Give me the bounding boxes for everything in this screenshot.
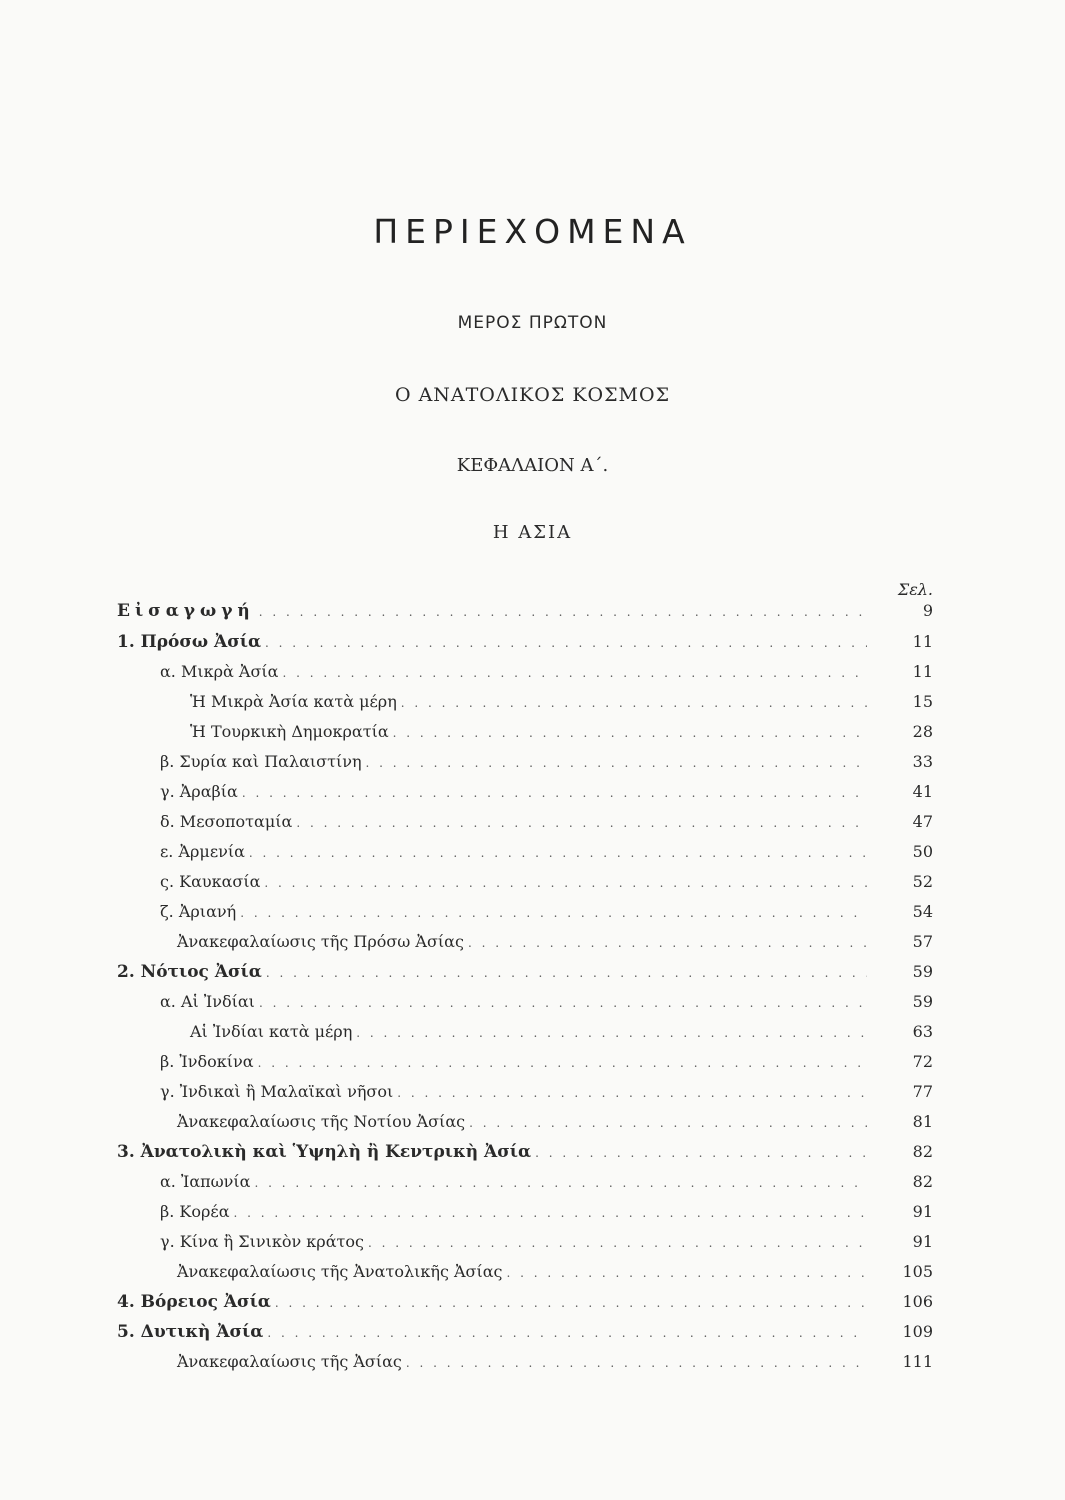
toc-entry: [160, 1078, 933, 1106]
toc-entry-label: ε. Ἀρμενία: [160, 842, 245, 861]
toc-entry-label: Ἡ Τουρκικὴ Δημοκρατία: [190, 722, 389, 741]
toc-entry-page: 15: [912, 692, 933, 711]
toc-entry-label: Ἀνακεφαλαίωσις τῆς Ἀνατολικῆς Ἀσίας: [177, 1262, 503, 1281]
toc-entry: [160, 748, 933, 776]
toc-entry: [160, 808, 933, 836]
toc-entry-page: 109: [902, 1322, 933, 1341]
toc-entry-page: 111: [902, 1352, 933, 1371]
world-heading: Ο ΑΝΑΤΟΛΙΚΟΣ ΚΟΣΜΟΣ: [394, 384, 671, 406]
toc-entry-page: 82: [912, 1172, 933, 1191]
toc-entry-label: 3. Ἀνατολικὴ καὶ Ὑψηλὴ ἢ Κεντρικὴ Ἀσία: [117, 1142, 532, 1162]
toc-entry: [160, 1198, 933, 1226]
toc-entry-label: Ἀνακεφαλαίωσις τῆς Νοτίου Ἀσίας: [177, 1112, 466, 1131]
toc-entry: [117, 597, 933, 625]
toc-entry: [117, 958, 933, 986]
toc-entry-label: ζ. Ἀριανή: [160, 902, 237, 921]
toc-entry-page: 52: [912, 872, 933, 891]
toc-entry-page: 28: [912, 722, 933, 741]
toc-entry-page: 63: [912, 1022, 933, 1041]
toc-entry-label: δ. Μεσοποταμία: [160, 812, 293, 831]
toc-entry-label: Ἀνακεφαλαίωσις τῆς Πρόσω Ἀσίας: [177, 932, 464, 951]
toc-entry-label: 5. Δυτικὴ Ἀσία: [117, 1322, 264, 1342]
toc-entry-page: 50: [912, 842, 933, 861]
toc-entry: [117, 1318, 933, 1346]
toc-entry-page: 59: [912, 992, 933, 1011]
toc-entry-page: 11: [912, 632, 933, 651]
toc-entry: [177, 1258, 933, 1286]
toc-entry-page: 72: [912, 1052, 933, 1071]
toc-entry-page: 59: [912, 962, 933, 981]
toc-entry-label: α. Μικρὰ Ἀσία: [160, 662, 279, 681]
toc-entry-label: 4. Βόρειος Ἀσία: [117, 1292, 271, 1312]
toc-entry-page: 54: [912, 902, 933, 921]
toc-entry-label: α. Αἱ Ἰνδίαι: [160, 992, 255, 1011]
toc-entry: [177, 1108, 933, 1136]
toc-entry: [160, 988, 933, 1016]
chapter-heading: ΚΕΦΑΛΑΙΟΝ Α΄.: [456, 455, 609, 476]
toc-entry-label: Ἡ Μικρὰ Ἀσία κατὰ μέρη: [190, 692, 397, 711]
toc-entry: [160, 838, 933, 866]
toc-entry-label: ς. Καυκασία: [160, 872, 261, 891]
toc-entry: [177, 928, 933, 956]
toc-entry: [160, 658, 933, 686]
toc-entry: [190, 718, 933, 746]
toc-entry: [190, 1018, 933, 1046]
toc-entry-label: β. Συρία καὶ Παλαιστίνη: [160, 752, 362, 771]
toc-entry-page: 91: [912, 1232, 933, 1251]
toc-entry: [117, 1288, 933, 1316]
toc-entry: [117, 1138, 933, 1166]
toc-entry-page: 82: [912, 1142, 933, 1161]
toc-entry-label: β. Ἰνδοκίνα: [160, 1052, 254, 1071]
toc-entry: [160, 868, 933, 896]
toc-entry-page: 11: [912, 662, 933, 681]
toc-entry-label: Αἱ Ἰνδίαι κατὰ μέρη: [190, 1022, 353, 1041]
toc-entry-label: Εἰσαγωγή: [117, 601, 255, 621]
toc-entry-label: γ. Ἰνδικαὶ ἢ Μαλαϊκαὶ νῆσοι: [160, 1082, 394, 1101]
page-title: ΠΕΡΙΕΧΟΜΕΝΑ: [373, 212, 692, 251]
toc-entry-page: 9: [922, 601, 933, 620]
toc-entry-label: γ. Κίνα ἢ Σινικὸν κράτος: [160, 1232, 364, 1251]
toc-entry-page: 41: [912, 782, 933, 801]
toc-entry: [190, 688, 933, 716]
toc-entry: [117, 628, 933, 656]
toc-entry-label: β. Κορέα: [160, 1202, 230, 1221]
toc-entry-label: α. Ἰαπωνία: [160, 1172, 251, 1191]
toc-entry: [160, 1168, 933, 1196]
toc-entry-page: 57: [912, 932, 933, 951]
toc-entry: [160, 1048, 933, 1076]
toc-entry-label: Ἀνακεφαλαίωσις τῆς Ἀσίας: [177, 1352, 402, 1371]
toc-entry-page: 105: [902, 1262, 933, 1281]
toc-entry-label: 1. Πρόσω Ἀσία: [117, 632, 262, 652]
section-heading: Η ΑΣΙΑ: [492, 522, 573, 543]
toc-entry-page: 81: [912, 1112, 933, 1131]
toc-entry-label: γ. Ἀραβία: [160, 782, 238, 801]
toc-entry-page: 47: [912, 812, 933, 831]
toc-entry: [160, 778, 933, 806]
page-column-label: Σελ.: [897, 580, 933, 599]
part-heading: ΜΕΡΟΣ ΠΡΩΤΟΝ: [457, 313, 608, 333]
toc-entry: [177, 1348, 933, 1376]
toc-entry-page: 91: [912, 1202, 933, 1221]
toc-entry-page: 106: [902, 1292, 933, 1311]
toc-entry: [160, 1228, 933, 1256]
toc-entry: [160, 898, 933, 926]
toc-entry-label: 2. Νότιος Ἀσία: [117, 962, 262, 982]
toc-entry-page: 77: [912, 1082, 933, 1101]
toc-entry-page: 33: [912, 752, 933, 771]
